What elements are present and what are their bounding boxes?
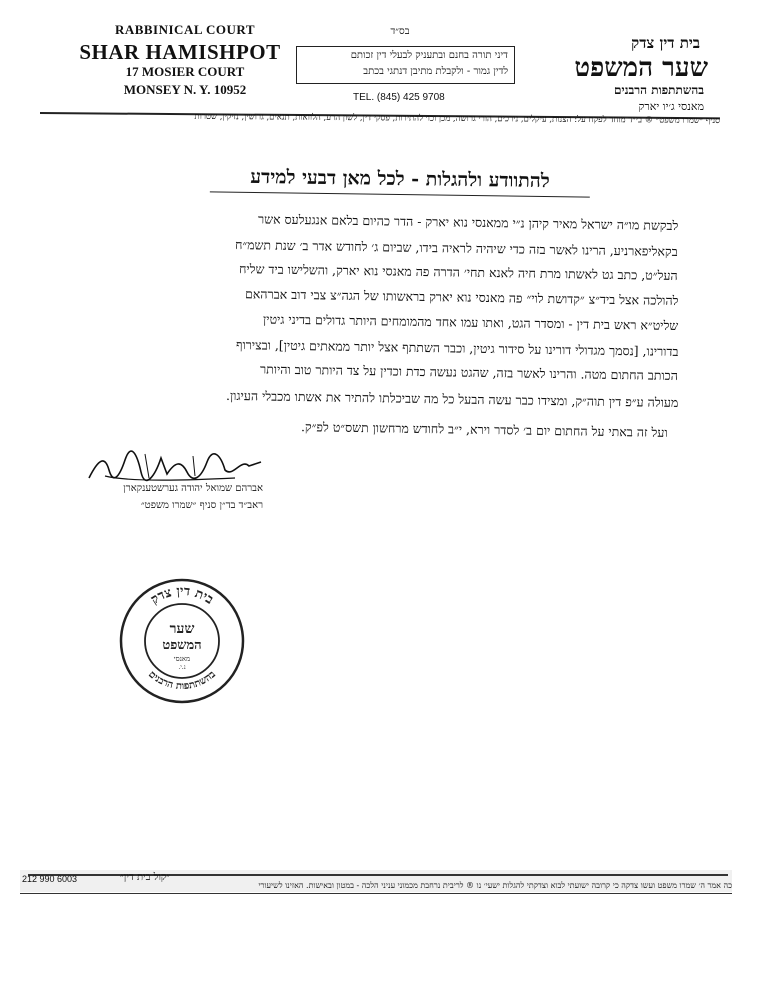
header-strip-text: סניף ״שמרו משפט״ ® בי״ד מוחד לפקח על: הצנות, עיקלים, נירכים, הורי גרושה, מכן וכו׳ להתירות, פסקי דין, לשון הרע, הלוואות, תנאים, גרושין, נזיקין, שטרות [194, 111, 721, 126]
footer-bottom-rule [20, 893, 732, 894]
court-subtitle-hebrew: בהשתתפות הרבנים [613, 83, 704, 97]
body-line: להולכה אצל ביד״צ ״קדושת לוי״ פה מאנסי נוא יארק בראשותו של הגה״צ צבי דוב אברהאם [244, 286, 679, 308]
court-seal-stamp [118, 577, 246, 705]
body-line: שליט״א ראש בית דין - ומסדר הגט, ואתו עמו אחד מהמומחים היותר גדולים בדיני גיטין [262, 311, 679, 333]
body-line: מעולה ע״פ דין תוה״ק, ומצידו כבר עשה הבעל כל מה שביכלתו להתיר את אשתו מכבלי העיגון. [225, 387, 679, 410]
signer-title: ראב״ד בד״ן סניף ״שמרו משפט״ [140, 500, 263, 511]
bsd-mark: בס״ד [390, 26, 410, 37]
body-line: הכותב החתום מטה. והרינו לאשר בזה, שהגט נעשה כדת וכדין על צד היותר טוב והיותר [260, 361, 679, 383]
body-line: העל״ט, כתב גט לאשתו מרת חיה לאנא תחי׳ הדרה פה מאנסי נוא יארק, והשלישו ביד שליח [239, 261, 679, 283]
body-line: לבקשת מו״ה ישראל מאיר קיהן נ״י ממאנסי נוא יארק - הדר כהיום בלאם אנגעלעס אשר [257, 211, 679, 233]
motto-line-2: לדין גמור - ולקבלת מתיבן דנתגי בכתב [363, 66, 508, 77]
seal-center-3: מאנסי [173, 655, 191, 663]
document-title: להתוודע ולהגלות - לכל מאן דבעי למידע [210, 165, 590, 197]
court-title-hebrew: שער המשפט [574, 53, 708, 83]
header-motto-box [296, 46, 515, 84]
footer-text: כה אמר ה׳ שמרו משפט ועשו צדקה כי קרובה ישועתי לבוא וצדקתי להגלות ישעי׳ נו ® לריבית נרחבת מכמוני עניני הלכה - במטון ובאישות. האזינו לשיעורי [258, 881, 732, 890]
footer-phone: 212 990 6003 [22, 874, 78, 884]
footer-hotline-name: ״קול בית דין״ [120, 872, 171, 883]
seal-center-4: נ.י. [178, 664, 186, 671]
location-hebrew: מאנסי ג׳יו יארק [638, 100, 704, 113]
body-line: בדורינו, [נסמך מגדולי דורינו על סידור גיטין, וכבר השתתף אצל יותר ממאתים גיטין], ובצירוף [235, 337, 679, 359]
seal-center-2: המשפט [162, 638, 202, 653]
address-city: MONSEY N. Y. 10952 [123, 82, 247, 97]
court-title-english: SHAR HAMISHPOT [79, 40, 281, 64]
closing-line: ועל זה באתי על החתום יום ב׳ לסדר וירא, י״ב לחודש מרחשון תשס״ט לפ״ק. [301, 419, 669, 440]
svg-text:בהשתתפות הרבנים [146, 669, 218, 692]
telephone: TEL. (845) 425 9708 [353, 92, 445, 103]
court-name-hebrew: בית דין צדק [631, 34, 700, 52]
body-line: בקאליפארניע, הרינו לאשר בזה כדי שיהיה לראיה בידו, שביום ג׳ לחודש אדר ב׳ שנת תשמ״ח [235, 237, 679, 259]
handwritten-signature [85, 448, 265, 484]
seal-outer-bottom: בהשתתפות הרבנים [146, 669, 218, 693]
address-street: 17 MOSIER COURT [125, 64, 245, 79]
court-name-english: RABBINICAL COURT [114, 22, 256, 37]
signer-name: אברהם שמואל יהודה גערשטענקארן [123, 483, 263, 494]
motto-line-1: דיני תורה בחנם ובתעניק לבעלי דין זכותם [350, 50, 508, 61]
seal-outer-top: בית דין צדק [148, 583, 216, 608]
seal-center-1: שער [169, 621, 195, 637]
